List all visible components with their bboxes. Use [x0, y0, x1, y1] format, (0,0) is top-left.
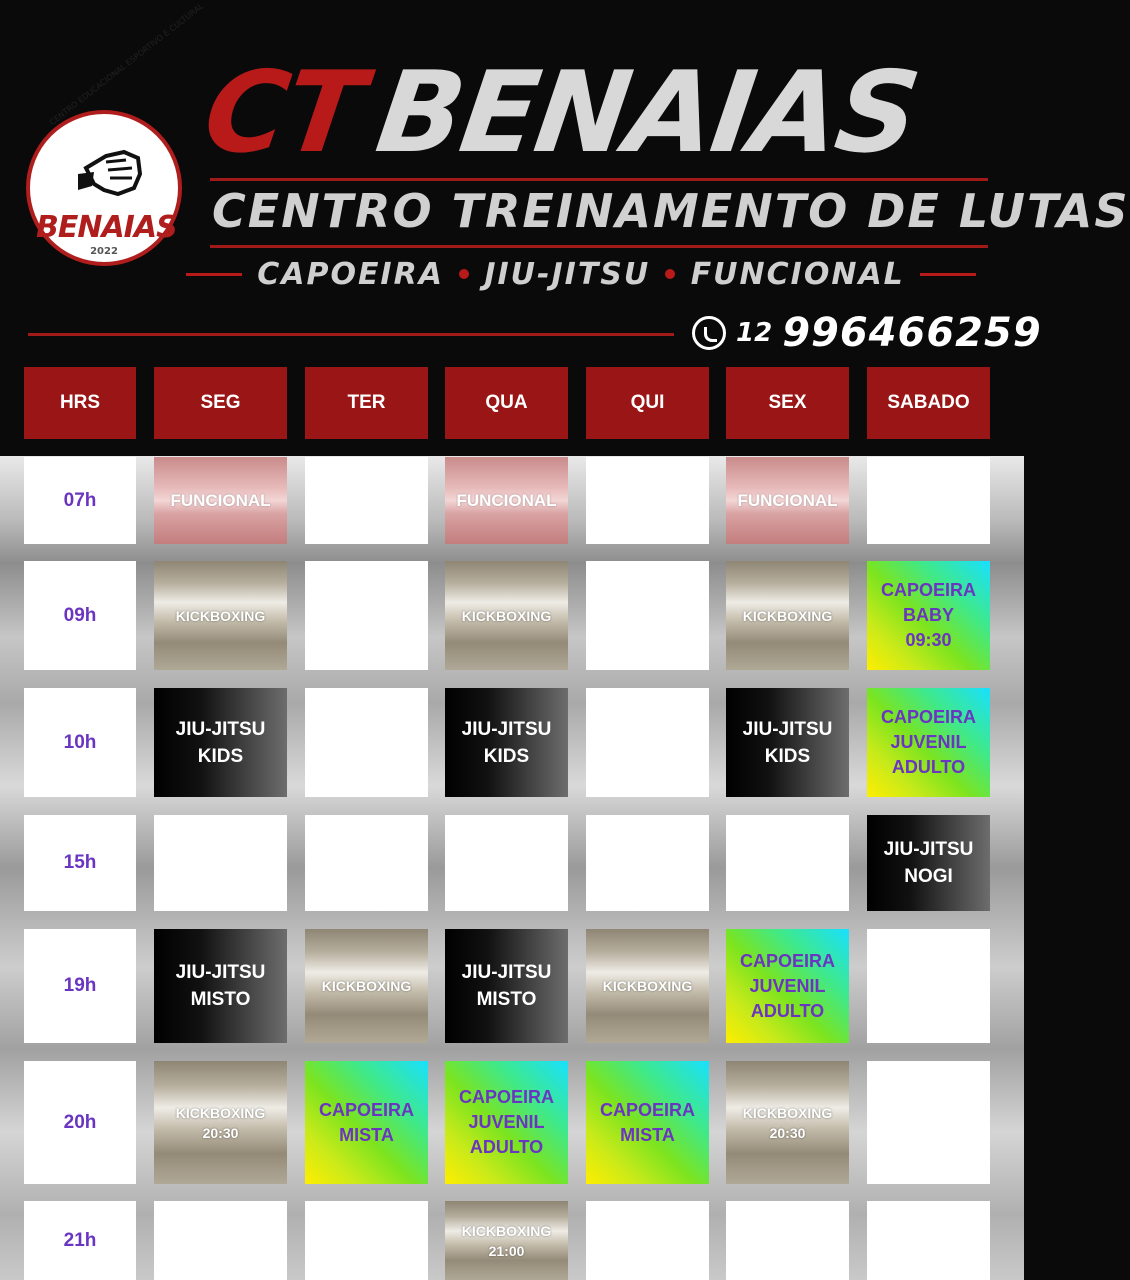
class-label-line: CAPOEIRA — [880, 580, 976, 600]
empty-slot — [586, 815, 709, 911]
class-slot — [445, 1201, 568, 1280]
class-slot — [154, 929, 287, 1043]
class-label-line: MISTO — [476, 989, 537, 1010]
logo — [26, 1, 206, 266]
modality-capoeira: CAPOEIRA — [257, 256, 444, 292]
class-slot — [445, 561, 568, 670]
class-label-line: FUNCIONAL — [737, 490, 838, 510]
divider — [28, 333, 674, 336]
class-label-line: JIU-JITSU — [175, 962, 266, 983]
empty-slot — [867, 457, 990, 544]
class-slot — [726, 457, 849, 544]
class-label-line: 21:00 — [488, 1242, 525, 1259]
column-header-sabado: SABADO — [867, 367, 990, 439]
class-label-line: JUVENIL — [890, 732, 967, 752]
class-slot — [305, 1061, 428, 1184]
divider — [920, 273, 976, 276]
class-label-line: KICKBOXING — [602, 978, 693, 994]
class-label-line: KIDS — [764, 745, 811, 767]
empty-slot — [305, 688, 428, 797]
class-slot — [445, 688, 568, 797]
class-slot — [726, 1061, 849, 1184]
class-label-line: CAPOEIRA — [880, 707, 976, 727]
hour-cell: 10h — [24, 688, 136, 797]
hour-cell: 20h — [24, 1061, 136, 1184]
class-slot — [586, 1061, 709, 1184]
logo-ring-text: CENTRO EDUCACIONAL ESPORTIVO E CULTURAL — [48, 1, 206, 128]
hour-cell: 19h — [24, 929, 136, 1043]
subtitle: CENTRO TREINAMENTO DE LUTAS — [212, 184, 1130, 238]
phone-number: 996466259 — [782, 310, 1042, 356]
class-slot — [445, 929, 568, 1043]
class-slot — [867, 688, 990, 797]
class-label-line: KICKBOXING — [175, 607, 266, 624]
class-label-line: JIU-JITSU — [461, 962, 552, 983]
class-slot — [726, 561, 849, 670]
class-label-line: JIU-JITSU — [883, 839, 974, 860]
modality-funcional: FUNCIONAL — [690, 256, 905, 292]
bullet — [665, 269, 675, 279]
class-label-line: MISTO — [190, 989, 251, 1010]
class-label-line: KICKBOXING — [742, 1104, 833, 1121]
fist-icon — [78, 138, 148, 208]
class-label-line: BABY — [902, 605, 954, 625]
empty-slot — [726, 1201, 849, 1280]
class-label-line: KICKBOXING — [461, 607, 552, 624]
divider — [210, 245, 988, 248]
whatsapp-icon — [692, 316, 726, 350]
empty-slot — [305, 457, 428, 544]
class-slot — [867, 561, 990, 670]
empty-slot — [867, 1201, 990, 1280]
class-slot — [154, 1061, 287, 1184]
hour-cell: 21h — [24, 1201, 136, 1280]
hour-cell: 07h — [24, 457, 136, 544]
class-label-line: KIDS — [197, 745, 244, 767]
class-label-line: FUNCIONAL — [170, 490, 271, 510]
empty-slot — [586, 688, 709, 797]
empty-slot — [867, 1061, 990, 1184]
column-header-ter: TER — [305, 367, 428, 439]
class-slot — [726, 929, 849, 1043]
class-label-line: CAPOEIRA — [458, 1087, 554, 1107]
empty-slot — [867, 929, 990, 1043]
logo-name: BENAIAS — [36, 210, 177, 245]
column-header-qua: QUA — [445, 367, 568, 439]
class-label-line: ADULTO — [750, 1000, 825, 1021]
empty-slot — [154, 815, 287, 911]
class-label-line: KICKBOXING — [321, 978, 412, 994]
class-slot — [586, 929, 709, 1043]
empty-slot — [305, 1201, 428, 1280]
column-header-qui: QUI — [586, 367, 709, 439]
empty-slot — [586, 457, 709, 544]
class-label-line: ADULTO — [891, 757, 966, 777]
class-label-line: JIU-JITSU — [461, 718, 552, 740]
class-label-line: 20:30 — [769, 1124, 806, 1141]
empty-slot — [154, 1201, 287, 1280]
empty-slot — [305, 561, 428, 670]
divider — [210, 178, 988, 181]
empty-slot — [305, 815, 428, 911]
class-label-line: 20:30 — [202, 1124, 239, 1141]
class-slot — [154, 457, 287, 544]
class-label-line: CAPOEIRA — [739, 950, 835, 971]
class-label-line: ADULTO — [469, 1137, 544, 1157]
brand-ct: CT — [196, 48, 370, 178]
class-slot — [445, 457, 568, 544]
phone-ddd: 12 — [736, 318, 773, 348]
bullet — [459, 269, 469, 279]
brand-title — [197, 48, 925, 178]
column-header-hrs: HRS — [24, 367, 136, 439]
class-label-line: KICKBOXING — [461, 1222, 552, 1239]
class-slot — [154, 688, 287, 797]
hour-cell: 09h — [24, 561, 136, 670]
class-label-line: MISTA — [339, 1124, 394, 1145]
modalities — [186, 252, 976, 296]
empty-slot — [586, 1201, 709, 1280]
modality-jiu-jitsu: JIU-JITSU — [484, 256, 651, 292]
class-label-line: KICKBOXING — [175, 1104, 266, 1121]
class-label-line: MISTA — [620, 1124, 675, 1145]
class-label-line: KICKBOXING — [742, 607, 833, 624]
class-label-line: CAPOEIRA — [318, 1099, 414, 1120]
class-label-line: KIDS — [483, 745, 530, 767]
empty-slot — [586, 561, 709, 670]
class-label-line: NOGI — [904, 866, 953, 887]
class-slot — [305, 929, 428, 1043]
column-header-seg: SEG — [154, 367, 287, 439]
hour-cell: 15h — [24, 815, 136, 911]
class-slot — [726, 688, 849, 797]
brand-name: BENAIAS — [369, 48, 926, 178]
class-slot — [867, 815, 990, 911]
logo-year: 2022 — [90, 246, 118, 257]
class-label-line: FUNCIONAL — [456, 490, 557, 510]
class-label-line: JIU-JITSU — [742, 718, 833, 740]
class-slot — [445, 1061, 568, 1184]
phone-contact[interactable] — [692, 306, 1042, 360]
class-label-line: JUVENIL — [468, 1112, 545, 1132]
class-slot — [154, 561, 287, 670]
divider — [186, 273, 242, 276]
empty-slot — [726, 815, 849, 911]
class-label-line: 09:30 — [905, 630, 952, 650]
empty-slot — [445, 815, 568, 911]
class-label-line: JUVENIL — [749, 975, 826, 996]
class-label-line: JIU-JITSU — [175, 718, 266, 740]
class-label-line: CAPOEIRA — [599, 1099, 695, 1120]
column-header-sex: SEX — [726, 367, 849, 439]
